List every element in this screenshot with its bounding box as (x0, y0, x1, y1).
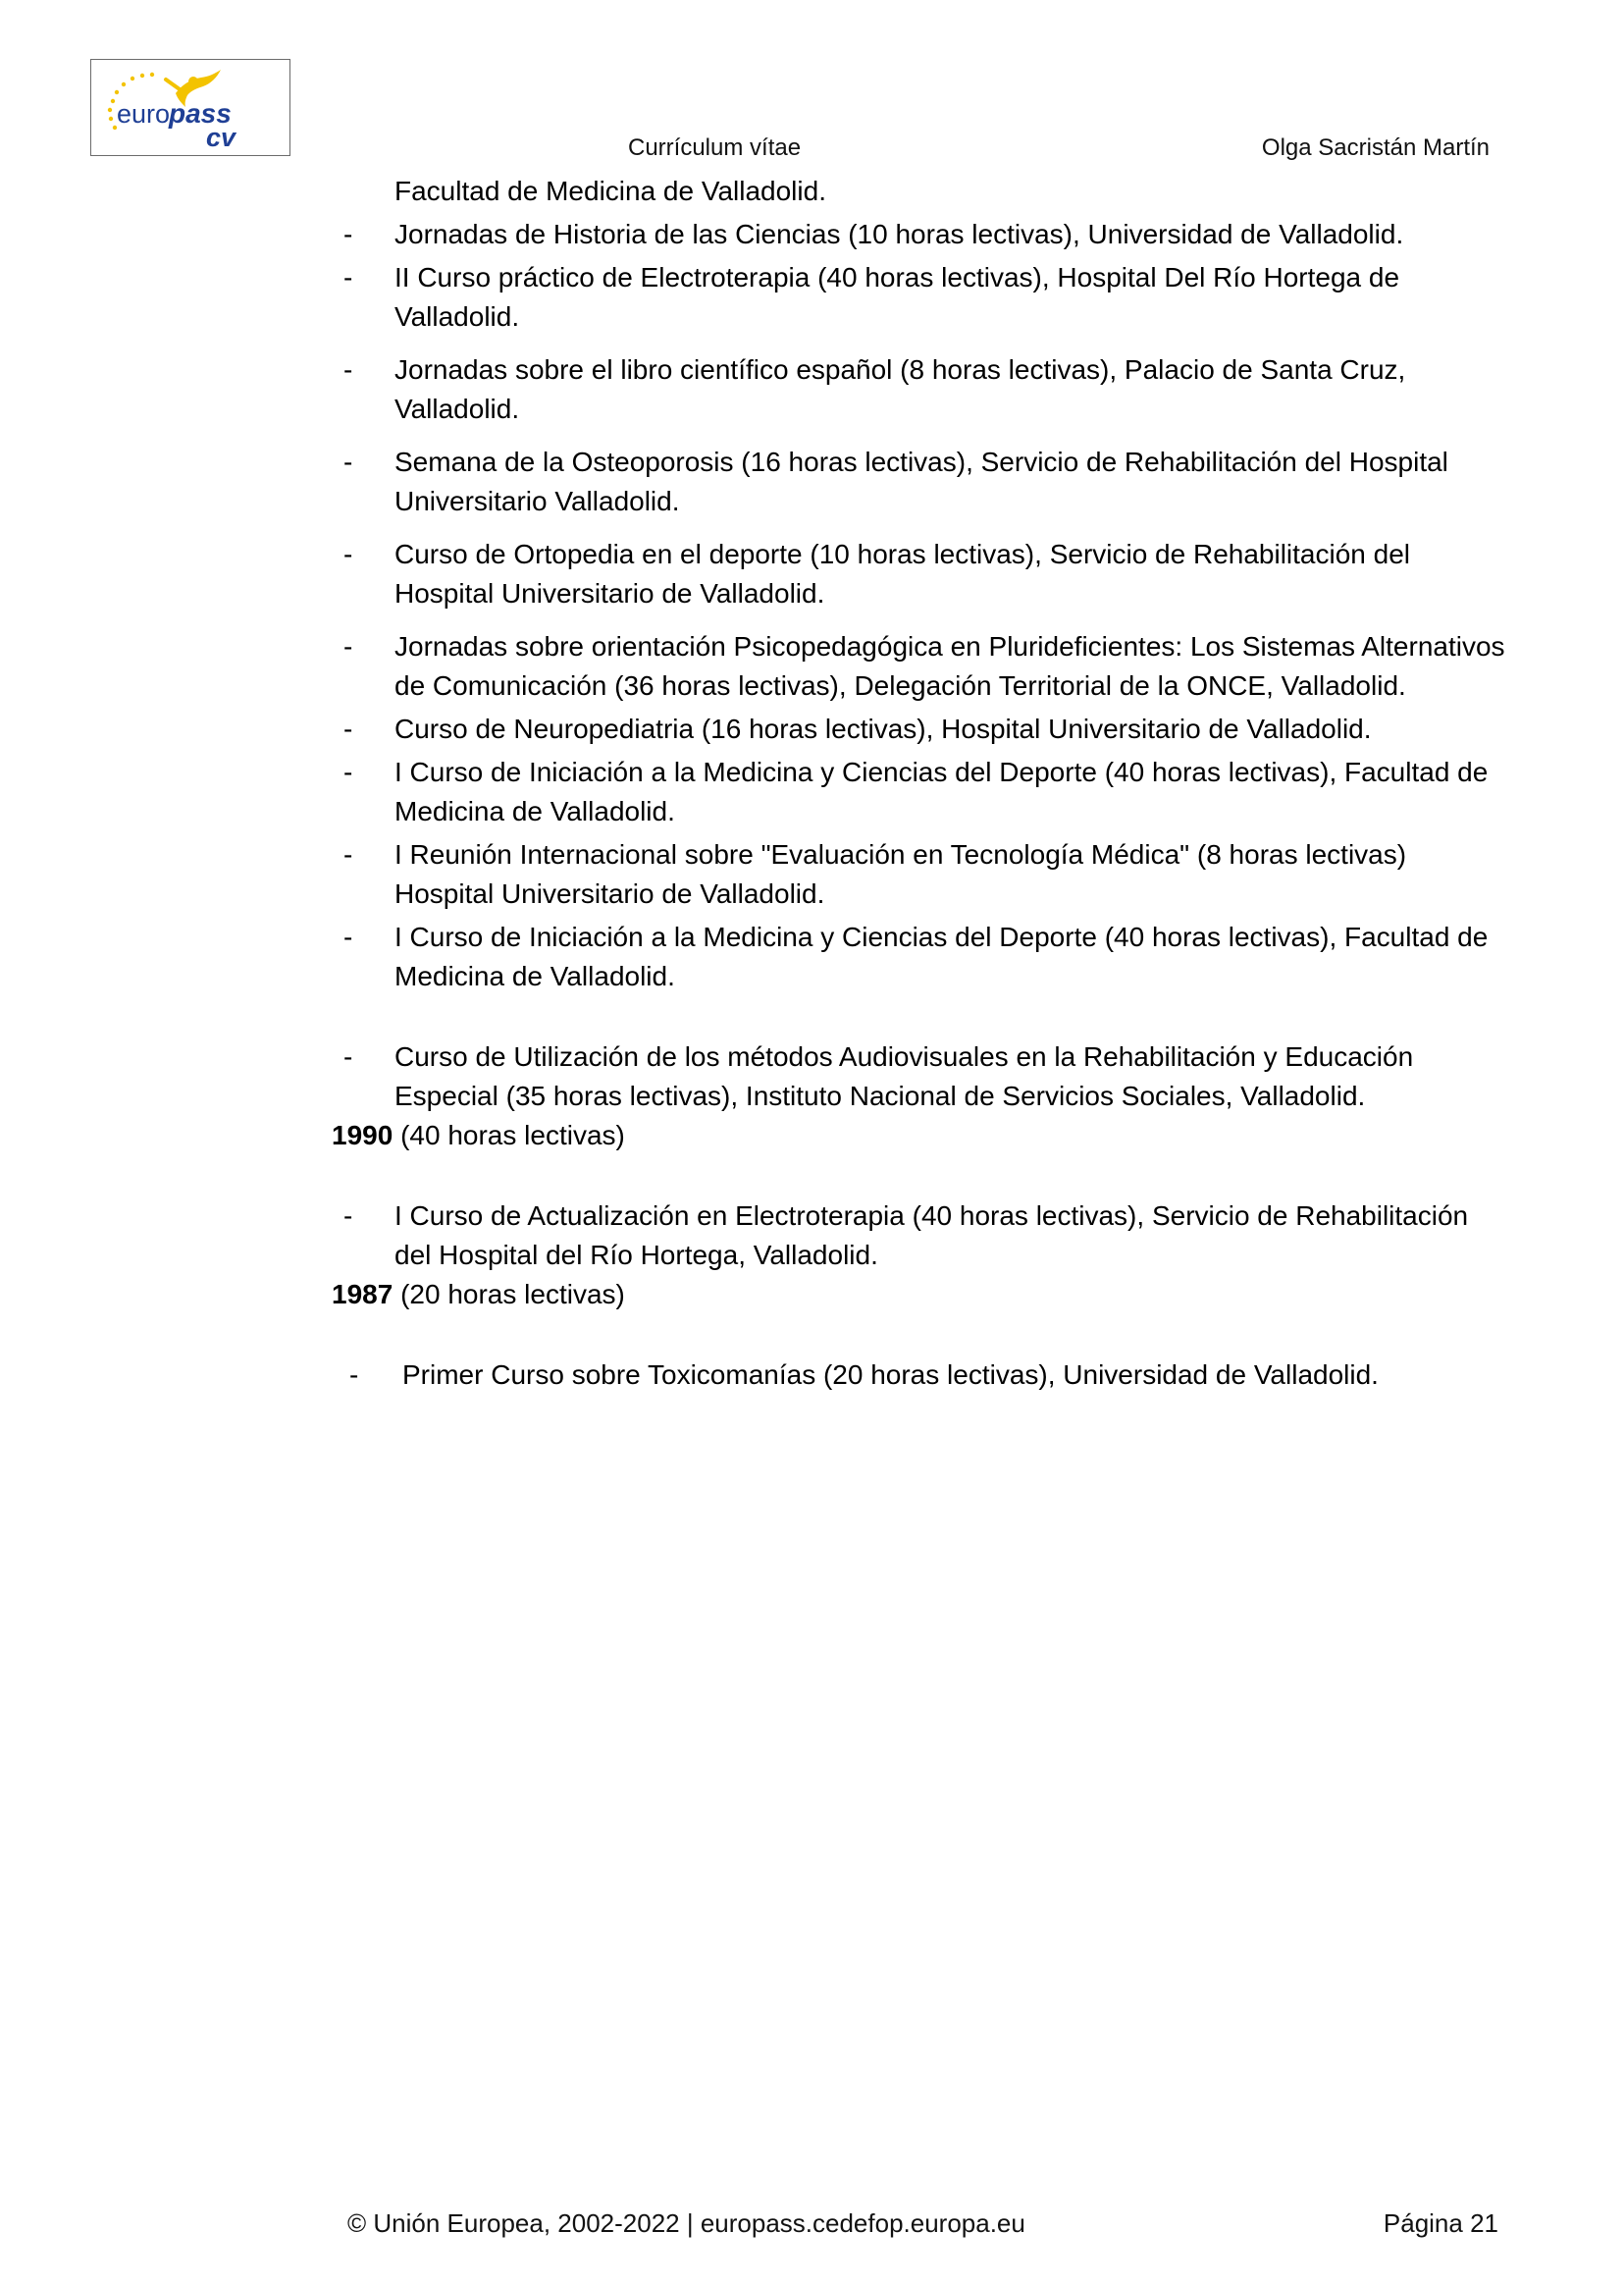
year-label: 1987 (332, 1279, 393, 1309)
dash-bullet: - (343, 1041, 353, 1072)
list-item (332, 215, 1509, 254)
header-title: Currículum vítae (628, 134, 802, 161)
dash-bullet: - (343, 262, 353, 292)
dash-bullet: - (343, 354, 353, 385)
list-item (332, 627, 1509, 706)
list-item-text: Curso de Neuropediatria (16 horas lectivas), Hospital Universitario de Valladolid. (394, 714, 1372, 744)
list-item (332, 835, 1509, 914)
list-item-text: Jornadas sobre el libro científico español (8 horas lectivas), Palacio de Santa Cruz, Valladolid. (394, 354, 1406, 424)
dash-bullet: - (343, 447, 353, 477)
dash-bullet: - (343, 1200, 353, 1231)
dash-bullet: - (343, 539, 353, 569)
dash-bullet: - (343, 757, 353, 787)
list-item (332, 350, 1509, 429)
continuation-line: Facultad de Medicina de Valladolid. (394, 176, 826, 206)
year-label: 1990 (332, 1120, 393, 1150)
list-item-text: Jornadas de Historia de las Ciencias (10 horas lectivas), Universidad de Valladolid. (394, 219, 1404, 249)
logo-text-euro: euro (117, 99, 171, 129)
footer-copyright: © Unión Europea, 2002-2022 | europass.cedefop.europa.eu (347, 2208, 1025, 2238)
list-item-text: Semana de la Osteoporosis (16 horas lectivas), Servicio de Rehabilitación del Hospital Universitario Valladolid. (394, 447, 1448, 516)
year-hours: (40 horas lectivas) (400, 1120, 625, 1150)
europass-logo-graphic (91, 60, 291, 157)
logo-text-cv: cv (206, 123, 236, 152)
header-name: Olga Sacristán Martín (1261, 134, 1490, 161)
list-item-text: I Curso de Iniciación a la Medicina y Ciencias del Deporte (40 horas lectivas), Facultad de Medicina de Valladolid. (394, 757, 1489, 826)
list-item-text: II Curso práctico de Electroterapia (40 horas lectivas), Hospital Del Río Hortega de Valladolid. (394, 262, 1400, 332)
list-item (332, 753, 1509, 831)
year-heading-1990 (332, 1116, 1509, 1155)
list-item (332, 1037, 1509, 1116)
logo-text-pass: pass (169, 98, 232, 129)
list-item (332, 535, 1509, 613)
dash-bullet: - (343, 219, 353, 249)
list-item-text: Jornadas sobre orientación Psicopedagógica en Plurideficientes: Los Sistemas Alternativos de Comunicación (36 horas lectivas), Delegación Territorial de la ONCE, Valladolid. (394, 631, 1505, 701)
dash-bullet: - (343, 631, 353, 662)
list-item (332, 918, 1509, 996)
year-heading-1987 (332, 1275, 1509, 1314)
dash-bullet: - (349, 1359, 359, 1390)
europass-logo (90, 59, 290, 156)
dash-bullet: - (343, 714, 353, 744)
list-item (332, 443, 1509, 521)
list-item (332, 258, 1509, 337)
list-item (332, 1196, 1509, 1275)
list-item-text: I Curso de Actualización en Electroterapia (40 horas lectivas), Servicio de Rehabilitación del Hospital del Río Hortega, Valladolid. (394, 1200, 1469, 1270)
list-item (332, 710, 1509, 749)
list-item-text: Primer Curso sobre Toxicomanías (20 horas lectivas), Universidad de Valladolid. (402, 1359, 1379, 1390)
footer-page-number: Página 21 (1383, 2208, 1498, 2238)
list-item-text: Curso de Ortopedia en el deporte (10 horas lectivas), Servicio de Rehabilitación del Hospital Universitario de Valladolid. (394, 539, 1411, 609)
list-item-text: I Curso de Iniciación a la Medicina y Ciencias del Deporte (40 horas lectivas), Facultad de Medicina de Valladolid. (394, 922, 1489, 991)
dash-bullet: - (343, 922, 353, 952)
dash-bullet: - (343, 839, 353, 870)
document-body (332, 172, 1509, 1395)
year-hours: (20 horas lectivas) (400, 1279, 625, 1309)
list-item-text: Curso de Utilización de los métodos Audiovisuales en la Rehabilitación y Educación Especial (35 horas lectivas), Instituto Nacional de Servicios Sociales, Valladolid. (394, 1041, 1414, 1111)
list-item-text: I Reunión Internacional sobre "Evaluación en Tecnología Médica" (8 horas lectivas) Hospital Universitario de Valladolid. (394, 839, 1407, 909)
list-item (332, 1355, 1509, 1395)
